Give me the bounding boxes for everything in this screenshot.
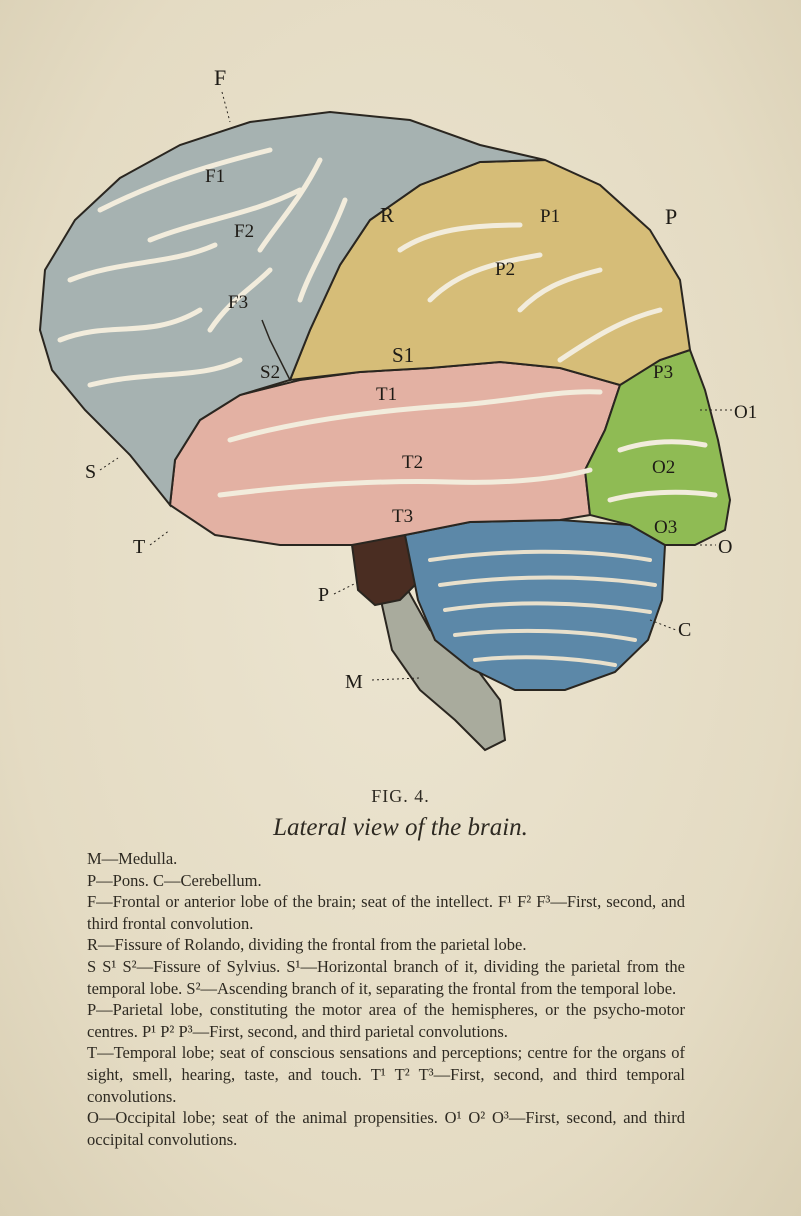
label-m-medulla: M bbox=[345, 671, 363, 693]
label-f1: F1 bbox=[205, 166, 226, 187]
label-t-temporal: T bbox=[133, 536, 146, 558]
legend-entry: P—Parietal lobe, constituting the motor area of the hemispheres, or the psycho-motor centres. P¹ P² P³—First, second, and third parietal convolutions. bbox=[87, 1000, 685, 1041]
label-o-occipital: O bbox=[718, 536, 733, 558]
label-t3: T3 bbox=[392, 506, 414, 527]
label-t2: T2 bbox=[402, 452, 424, 473]
label-r-rolando: R bbox=[380, 203, 395, 227]
label-f3: F3 bbox=[228, 292, 249, 313]
label-s-sylvius: S bbox=[85, 461, 97, 483]
legend-entry: P—Pons. C—Cerebellum. bbox=[87, 870, 262, 890]
label-o3: O3 bbox=[654, 517, 678, 538]
legend-entry: S S¹ S²—Fissure of Sylvius. S¹—Horizontal branch of it, dividing the parietal from the temporal lobe. S²—Ascending branch of it, separating the frontal from the temporal lobe. bbox=[87, 956, 685, 998]
figure-caption: Lateral view of the brain. bbox=[273, 814, 528, 841]
legend-entry: M—Medulla. bbox=[87, 849, 178, 868]
label-p2: P2 bbox=[495, 259, 516, 280]
label-s2: S2 bbox=[260, 362, 281, 383]
label-p-parietal: P bbox=[665, 204, 678, 229]
label-c-cerebellum: C bbox=[678, 619, 692, 641]
legend-entry: F—Frontal or anterior lobe of the brain; seat of the intellect. F¹ F² F³—First, second, and third frontal convolution. bbox=[87, 892, 685, 933]
label-p-pons: P bbox=[318, 584, 330, 606]
figure-number: FIG. 4. bbox=[371, 786, 430, 806]
legend-text bbox=[87, 848, 685, 1150]
label-s1: S1 bbox=[392, 343, 415, 367]
label-o1: O1 bbox=[734, 402, 758, 423]
label-p1: P1 bbox=[540, 206, 561, 227]
label-f-frontal: F bbox=[214, 65, 227, 90]
legend-entry: R—Fissure of Rolando, dividing the frontal from the parietal lobe. bbox=[87, 935, 527, 955]
legend-entry: O—Occipital lobe; seat of the animal propensities. O¹ O² O³—First, second, and third occipital convolutions. bbox=[87, 1108, 685, 1149]
label-f2: F2 bbox=[234, 221, 255, 242]
label-p3: P3 bbox=[653, 362, 674, 383]
label-t1: T1 bbox=[376, 384, 398, 405]
label-o2: O2 bbox=[652, 457, 676, 478]
legend-entry: T—Temporal lobe; seat of conscious sensations and perceptions; centre for the organs of sight, smell, hearing, taste, and touch. T¹ T² T³—First, second, and third temporal convolutions. bbox=[87, 1043, 685, 1106]
